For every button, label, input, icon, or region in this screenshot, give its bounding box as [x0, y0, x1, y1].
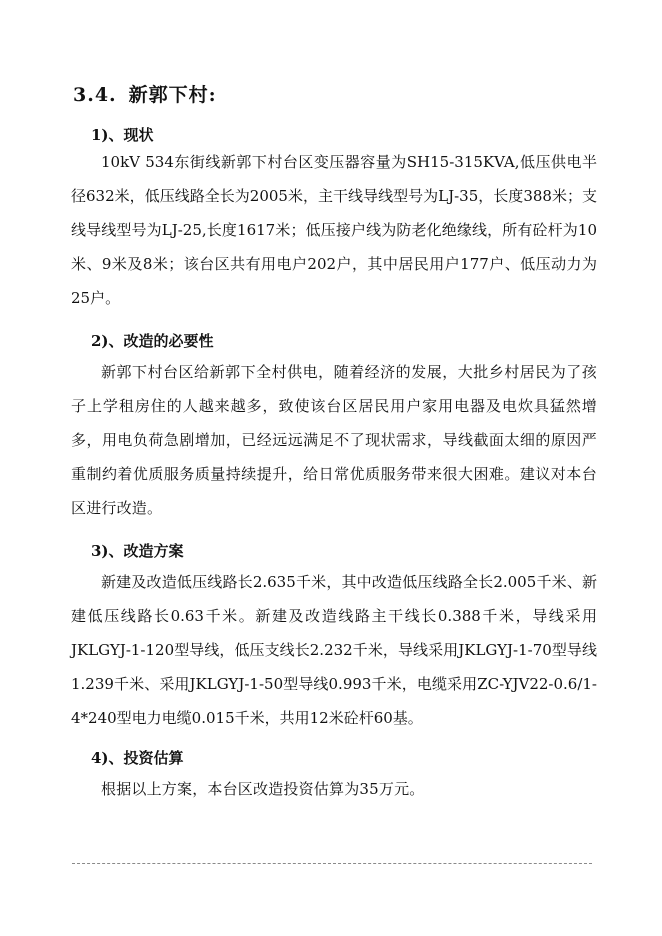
paragraph-investment: 根据以上方案，本台区改造投资估算为35万元。 [101, 780, 425, 798]
section-title [73, 80, 217, 107]
subsection-heading-necessity: 2)、改造的必要性 [91, 332, 214, 350]
subsection-heading-status: 1)、现状 [91, 126, 154, 144]
section-name: 新郭下村: [128, 84, 217, 106]
paragraph-status: 10kV 534东街线新郭下村台区变压器容量为SH15-315KVA,低压供电半径632米，低压线路全长为2005米，主干线导线型号为LJ-35，长度388米；支线导线型号为LJ-25,长度1617米；低压接户线为防老化绝缘线，所有砼杆为10米、9米及8米；该台区共有用电户202户，其中居民用户177户、低压动力为25户。 [71, 153, 597, 307]
footer-divider [72, 863, 592, 864]
paragraph-plan: 新建及改造低压线路长2.635千米，其中改造低压线路全长2.005千米、新建低压线路长0.63千米。新建及改造线路主干线长0.388千米，导线采用JKLGYJ-1-120型导线，低压支线长2.232千米，导线采用JKLGYJ-1-70型导线1.239千米、采用JKLGYJ-1-50型导线0.993千米，电缆采用ZC-YJV22-0.6/1-4*240型电力电缆0.015千米，共用12米砼杆60基。 [71, 573, 597, 727]
paragraph-necessity: 新郭下村台区给新郭下全村供电，随着经济的发展，大批乡村居民为了孩子上学租房住的人越来越多，致使该台区居民用户家用电器及电炊具猛然增多，用电负荷急剧增加，已经远远满足不了现状需求，导线截面太细的原因严重制约着优质服务质量持续提升，给日常优质服务带来很大困难。建议对本台区进行改造。 [71, 363, 597, 517]
subsection-heading-plan: 3)、改造方案 [91, 542, 184, 560]
section-number: 3.4. [73, 84, 117, 106]
subsection-heading-investment: 4)、投资估算 [91, 749, 184, 767]
